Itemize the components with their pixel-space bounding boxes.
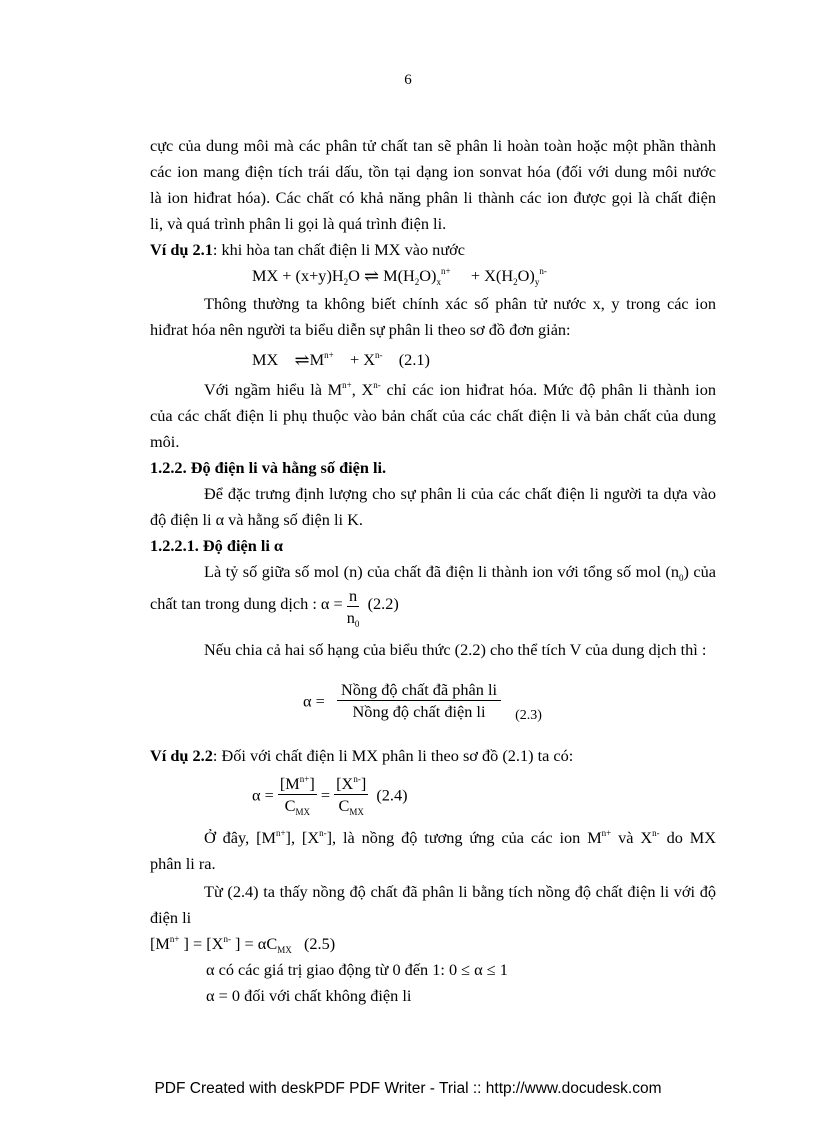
equilibrium-arrow-icon: ⇌ — [363, 266, 380, 286]
paragraph-line: cực của dung môi mà các phân tử chất tan sẽ phân li hoàn toàn hoặc một phần thành — [150, 136, 716, 155]
equation-2-3: α = Nồng độ chất đã phân li Nồng độ chất điện li (2.3) — [303, 680, 542, 724]
paragraph-line: α = 0 đối với chất không điện li — [206, 986, 412, 1005]
example-2-1 — [150, 240, 465, 260]
page-number: 6 — [404, 72, 412, 88]
equation-2-1: MX $\rightleftharpoons M^{n+}$ + $X^{n-}$ (2.1) — [252, 350, 430, 370]
paragraph-line: li, và quá trình phân li gọi là quá trình điện li. — [150, 214, 447, 233]
fraction: $[M^{n+}]$ $C_{MX}$ — [279, 774, 315, 817]
paragraph-line: độ điện li α và hằng số điện li K. — [150, 510, 363, 529]
equation-2-4: α = $[M^{n+}]$ $C_{MX}$ = $[X^{n-}]$ $C_{MX}$ (2.4) — [252, 774, 408, 817]
example-label: Ví dụ 2.2 — [150, 746, 213, 765]
equation-2-5: [$M^{n+}$ ] = [$X^{n-}$ ] = $\alpha C_{MX}$ (2.5) — [150, 934, 336, 955]
equilibrium-arrow-icon: ⇌ — [294, 350, 310, 370]
paragraph-line: hiđrat hóa nên người ta biểu diễn sự phân li theo sơ đồ đơn giản: — [150, 320, 571, 339]
fraction: Nồng độ chất đã phân li Nồng độ chất điện li — [337, 680, 501, 723]
paragraph-line: môi. — [150, 432, 180, 451]
fraction: $\frac{n}{n_0}$ — [346, 586, 360, 629]
paragraph-line: Từ (2.4) ta thấy nồng độ chất đã phân li bằng tích nồng độ chất điện li với độ — [204, 882, 716, 901]
fraction: $[X^{n-}]$ $C_{MX}$ — [336, 774, 367, 817]
example-label: Ví dụ 2.1 — [150, 240, 213, 259]
paragraph-line: Để đặc trưng định lượng cho sự phân li của các chất điện li người ta dựa vào — [204, 484, 716, 503]
equation-2-2-line: chất tan trong dung dịch : α = $\frac{n}{n_0}$ (2.2) — [150, 586, 399, 629]
example-text: : khi hòa tan chất điện li MX vào nước — [212, 240, 465, 259]
paragraph-line: các ion mang điện tích trái dấu, tồn tại dạng ion sonvat hóa (đối với dung môi nước — [150, 162, 716, 181]
paragraph-line: Là tỷ số giữa số mol (n) của chất đã điện li thành ion với tổng số mol $(n_0)$ của — [204, 562, 716, 583]
paragraph-line: điện li — [150, 908, 192, 927]
paragraph-line: là ion hiđrat hóa). Các chất có khả năng phân li thành các ion được gọi là chất điện — [150, 188, 716, 207]
paragraph-line: của các chất điện li phụ thuộc vào bản chất của các chất điện li và bản chất của dung — [150, 406, 716, 425]
paragraph-line: Ở đây, $[M^{n+}]$, $[X^{n-}]$, là nồng độ tương ứng của các ion $M^{n+}$ và $X^{n-}$ do MX — [204, 828, 716, 847]
section-heading: 1.2.2. Độ điện li và hằng số điện li. — [150, 458, 387, 477]
paragraph-line: Với ngầm hiểu là $M^{n+}$, $X^{n-}$ chỉ các ion hiđrat hóa. Mức độ phân li thành ion — [204, 380, 716, 399]
pdf-watermark-footer: PDF Created with deskPDF PDF Writer - Trial :: http://www.docudesk.com — [154, 1080, 662, 1097]
example-2-2 — [150, 746, 573, 766]
example-text: : Đối với chất điện li MX phân li theo sơ đồ (2.1) ta có: — [212, 746, 574, 765]
paragraph-line: Thông thường ta không biết chính xác số phân tử nước x, y trong các ion — [204, 294, 716, 313]
paragraph-line: α có các giá trị giao động từ 0 đến 1: 0 ≤ α ≤ 1 — [206, 960, 508, 979]
equation-dissociation-hydrated: MX + $(x+y)H_2O$ ⇌ $M(H_2O)_x^{n+}$ + $X(H_2O)_y^{n-}$ — [252, 266, 547, 287]
subsection-heading: 1.2.2.1. Độ điện li α — [150, 536, 284, 555]
paragraph-line: phân li ra. — [150, 854, 216, 873]
paragraph-line: Nếu chia cả hai số hạng của biểu thức (2.2) cho thể tích V của dung dịch thì : — [204, 640, 707, 659]
